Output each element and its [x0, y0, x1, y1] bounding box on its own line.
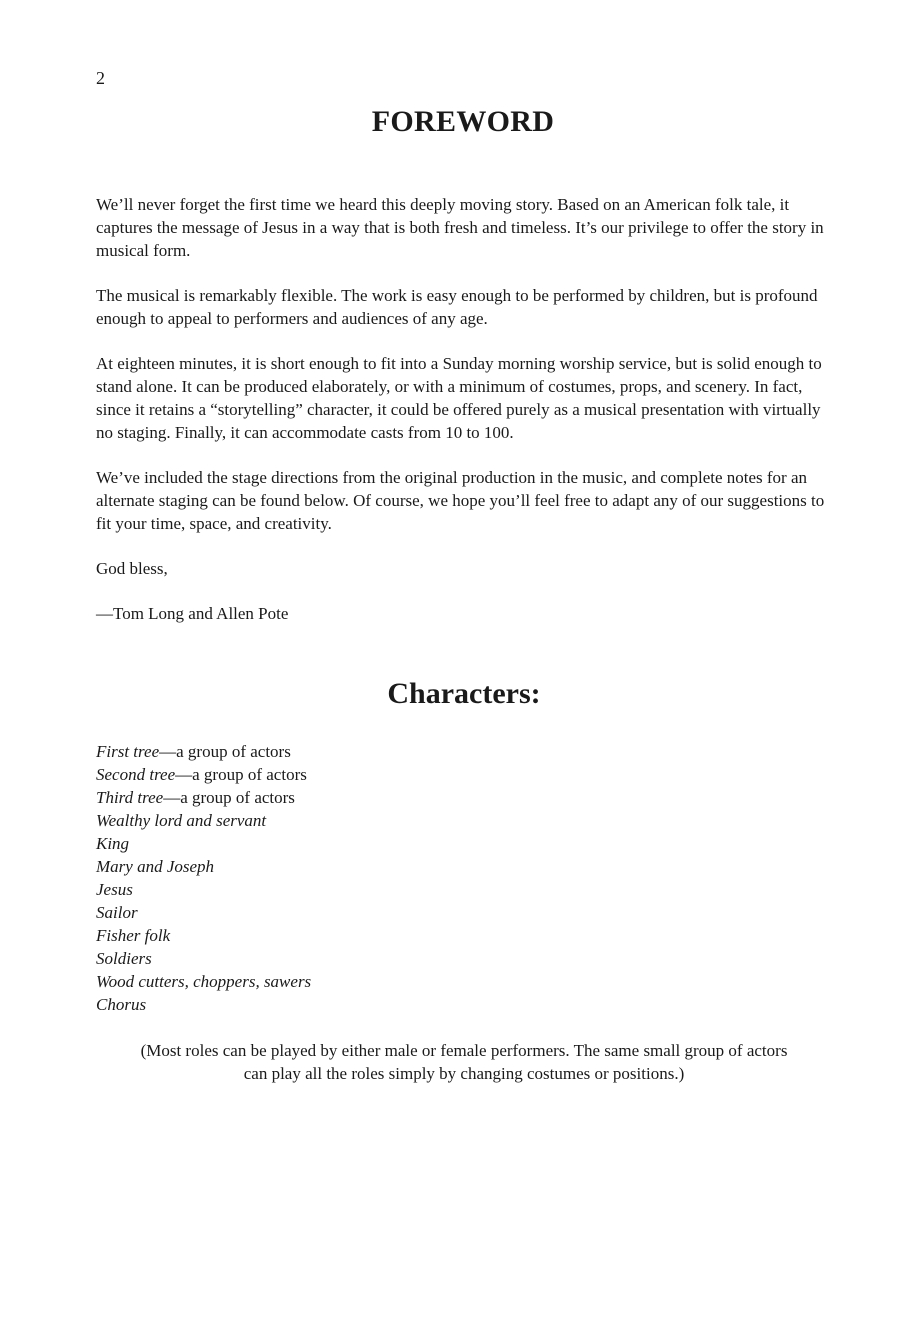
foreword-signature: —Tom Long and Allen Pote [96, 604, 289, 623]
character-description: —a group of actors [163, 788, 295, 807]
page-number: 2 [96, 68, 105, 88]
character-role: Soldiers [96, 949, 152, 968]
character-list [96, 740, 696, 1016]
character-item [96, 786, 696, 809]
character-role: First tree [96, 742, 160, 761]
character-role: Fisher folk [96, 926, 171, 945]
foreword-paragraph: At eighteen minutes, it is short enough to fit into a Sunday morning worship service, but is solid enough to stand alone. It can be produced elaborately, or with a minimum of costumes, props, and scenery. In fact, since it retains a “storytelling” character, it could be offered purely as a musical presentation with virtually no staging. Finally, it can accommodate casts from 10 to 100. [96, 354, 822, 442]
roles-note [96, 1039, 832, 1085]
character-role: Wealthy lord and servant [96, 811, 267, 830]
character-description: —a group of actors [175, 765, 307, 784]
foreword-body [96, 193, 828, 647]
character-role: Sailor [96, 903, 138, 922]
foreword-paragraph: The musical is remarkably flexible. The work is easy enough to be performed by children, but is profound enough to appeal to performers and audiences of any age. [96, 286, 818, 328]
character-role: Third tree [96, 788, 164, 807]
characters-title: Characters: [387, 677, 541, 710]
character-role: Chorus [96, 995, 147, 1014]
character-role: Wood cutters, choppers, sawers [96, 972, 312, 991]
character-item [96, 855, 696, 878]
character-item [96, 763, 696, 786]
foreword-title: FOREWORD [371, 105, 555, 138]
character-item [96, 832, 696, 855]
character-description: —a group of actors [159, 742, 291, 761]
character-role: Jesus [96, 880, 133, 899]
character-role: King [96, 834, 130, 853]
character-item [96, 901, 696, 924]
character-item [96, 740, 696, 763]
character-item [96, 878, 696, 901]
roles-note-line: can play all the roles simply by changing costumes or positions.) [243, 1064, 685, 1083]
character-item [96, 924, 696, 947]
foreword-closing: God bless, [96, 559, 168, 578]
roles-note-line: (Most roles can be played by either male or female performers. The same small group of actors [140, 1041, 788, 1060]
character-role: Second tree [96, 765, 176, 784]
character-item [96, 809, 696, 832]
character-item [96, 993, 696, 1016]
character-item [96, 970, 696, 993]
character-item [96, 947, 696, 970]
foreword-paragraph: We’ve included the stage directions from the original production in the music, and complete notes for an alternate staging can be found below. Of course, we hope you’ll feel free to adapt any of our suggestions to fit your time, space, and creativity. [96, 468, 825, 533]
foreword-paragraph: We’ll never forget the first time we heard this deeply moving story. Based on an American folk tale, it captures the message of Jesus in a way that is both fresh and timeless. It’s our privilege to offer the story in musical form. [96, 195, 824, 260]
character-role: Mary and Joseph [96, 857, 215, 876]
